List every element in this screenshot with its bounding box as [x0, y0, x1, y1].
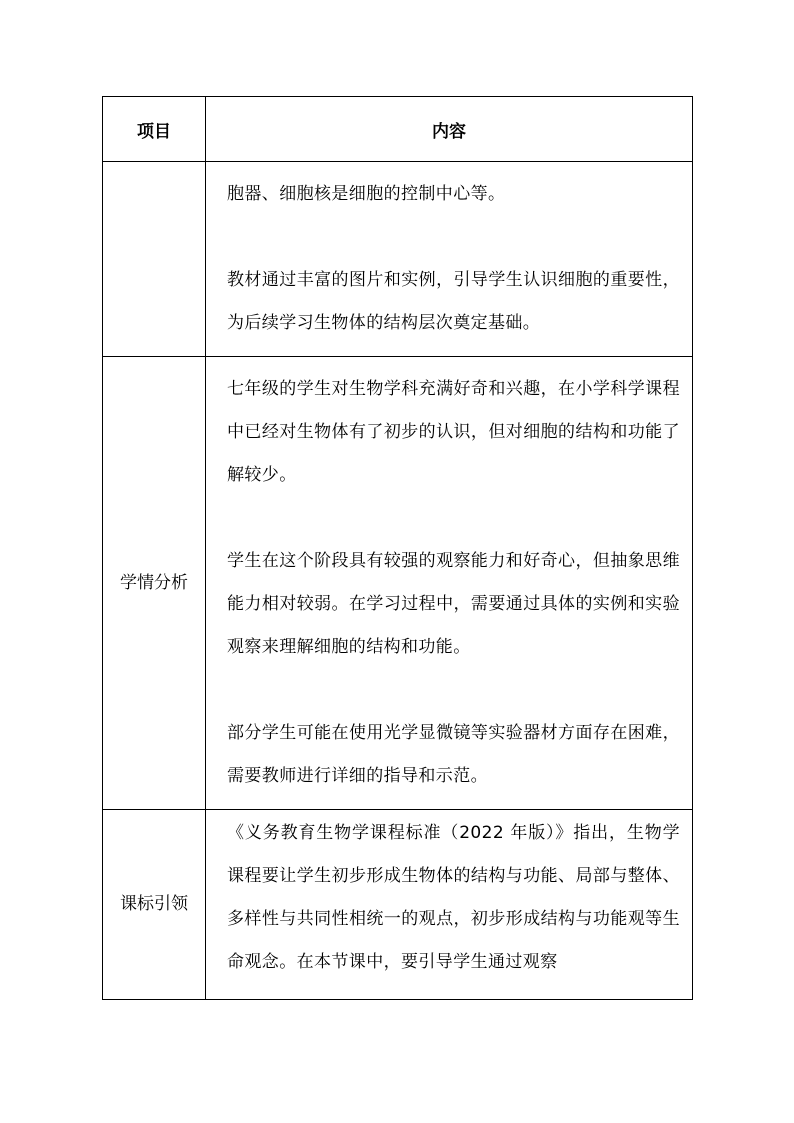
content-paragraph: 教材通过丰富的图片和实例，引导学生认识细胞的重要性，为后续学习生物体的结构层次奠定基础。	[227, 270, 680, 333]
content-paragraph: 部分学生可能在使用光学显微镜等实验器材方面存在困难，需要教师进行详细的指导和示范。	[227, 723, 680, 786]
lesson-plan-table	[102, 96, 693, 1000]
content-paragraph: 七年级的学生对生物学科充满好奇和兴趣，在小学科学课程中已经对生物体有了初步的认识，但对细胞的结构和功能了解较少。	[227, 379, 680, 485]
table-row-student-analysis	[103, 357, 693, 810]
row-label: 学情分析	[103, 357, 206, 810]
table-row-textbook-continued	[103, 162, 693, 357]
row-label: 课标引领	[103, 810, 206, 1000]
header-item: 项目	[103, 97, 206, 162]
row-content	[206, 810, 693, 1000]
content-paragraph: 《义务教育生物学课程标准（2022 年版）》指出，生物学课程要让学生初步形成生物体的结构与功能、局部与整体、多样性与共同性相统一的观点，初步形成结构与功能观等生命观念。在本节课中，要引导学生通过观察	[227, 823, 680, 972]
header-content: 内容	[206, 97, 693, 162]
row-label	[103, 162, 206, 357]
table-header-row	[103, 97, 693, 162]
row-content	[206, 357, 693, 810]
content-paragraph: 学生在这个阶段具有较强的观察能力和好奇心，但抽象思维能力相对较弱。在学习过程中，需要通过具体的实例和实验观察来理解细胞的结构和功能。	[227, 551, 680, 657]
row-content	[206, 162, 693, 357]
content-paragraph: 胞器、细胞核是细胞的控制中心等。	[227, 184, 506, 204]
table-row-curriculum-standard	[103, 810, 693, 1000]
